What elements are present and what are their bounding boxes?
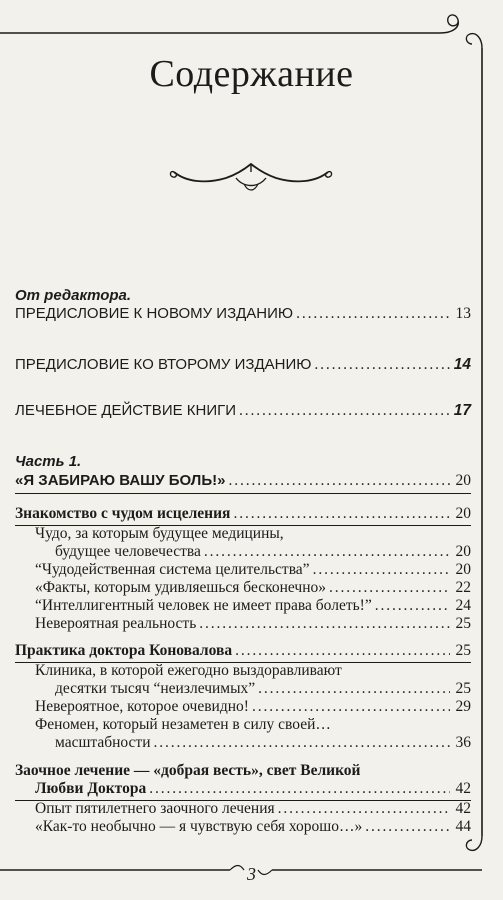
page-number: 3 xyxy=(247,864,256,884)
dot-leader xyxy=(296,305,450,323)
toc-entry-title-line1: Клиника, в которой ежегодно выздоравливают xyxy=(35,662,342,679)
toc-entry-page: 20 xyxy=(455,561,471,578)
toc-entry-title: ЛЕЧЕБНОЕ ДЕЙСТВИЕ КНИГИ xyxy=(15,402,237,419)
toc-entry-title: Невероятная реальность xyxy=(35,615,197,632)
toc-entry-title: ПРЕДИСЛОВИЕ КО ВТОРОМУ ИЗДАНИЮ xyxy=(15,356,312,373)
toc-entry-title: ПРЕДИСЛОВИЕ К НОВОМУ ИЗДАНИЮ xyxy=(15,305,294,322)
dot-leader xyxy=(375,597,450,615)
toc-entry[interactable] xyxy=(15,305,471,323)
toc-entry-page: 20 xyxy=(455,505,471,522)
toc-entry[interactable] xyxy=(15,642,471,660)
dot-leader xyxy=(314,356,450,374)
dot-leader xyxy=(313,561,450,579)
dot-leader xyxy=(199,615,450,633)
toc-entry[interactable] xyxy=(35,561,471,579)
toc-entry[interactable] xyxy=(55,680,471,698)
toc-entry-page: 20 xyxy=(455,543,471,560)
toc-entry[interactable] xyxy=(35,579,471,597)
toc-entry-page: 44 xyxy=(455,818,471,835)
toc-entry-page: 25 xyxy=(455,680,471,697)
toc-entry[interactable] xyxy=(55,734,471,752)
toc-entry-title: Невероятное, которое очевидно! xyxy=(35,698,249,715)
toc-entry-page: 25 xyxy=(455,615,471,632)
toc-entry[interactable] xyxy=(35,800,471,818)
toc-entry-title-line1: Заочное лечение — «добрая весть», свет Великой xyxy=(15,762,361,779)
dot-leader xyxy=(329,579,450,597)
toc-entry-title: «Как-то необычно — я чувствую себя хорошо…» xyxy=(35,818,363,835)
dot-leader xyxy=(365,818,450,836)
toc-entry[interactable] xyxy=(15,402,471,420)
toc-entry-page: 24 xyxy=(455,597,471,614)
toc-entry-title: «Я ЗАБИРАЮ ВАШУ БОЛЬ!» xyxy=(15,472,226,489)
toc-entry-page: 25 xyxy=(455,642,471,659)
toc-entry[interactable] xyxy=(35,818,471,836)
toc-entry[interactable] xyxy=(15,472,471,490)
toc-entry-title: Практика доктора Коновалова xyxy=(15,642,233,659)
dot-leader xyxy=(228,472,450,490)
toc-entry[interactable] xyxy=(35,615,471,633)
toc-entry[interactable] xyxy=(15,505,471,523)
part-rule xyxy=(15,493,471,494)
toc-entry[interactable] xyxy=(35,698,471,716)
toc-entry-title-line1: Чудо, за которым будущее медицины, xyxy=(35,525,284,542)
editor-label: От редактора. xyxy=(15,287,132,304)
toc-entry-page: 42 xyxy=(455,800,471,817)
toc-entry-page: 20 xyxy=(455,472,471,489)
toc-entry-page: 22 xyxy=(455,579,471,596)
dot-leader xyxy=(239,402,450,420)
dot-leader xyxy=(149,780,450,798)
dot-leader xyxy=(278,800,450,818)
toc-entry[interactable] xyxy=(15,356,471,374)
part-label: Часть 1. xyxy=(15,453,82,470)
toc-entry-title: Знакомство с чудом исцеления xyxy=(15,505,231,522)
toc-entry-title-line2: будущее человечества xyxy=(55,543,201,560)
toc-entry-page: 14 xyxy=(453,356,471,373)
dot-leader xyxy=(204,543,450,561)
toc-entry[interactable] xyxy=(35,597,471,615)
toc-entry-title: Опыт пятилетнего заочного лечения xyxy=(35,800,275,817)
toc-entry[interactable] xyxy=(55,543,471,561)
dot-leader xyxy=(154,734,450,752)
toc-entry-title-line1: Феномен, который незаметен в силу своей… xyxy=(35,716,331,733)
toc-entry-page: 17 xyxy=(453,402,471,419)
dot-leader xyxy=(235,642,450,660)
toc-entry-page: 36 xyxy=(455,734,471,751)
toc-entry-title-line2: Любви Доктора xyxy=(35,780,147,797)
toc-entry-title-line2: десятки тысяч “неизлечимых” xyxy=(55,680,256,697)
toc-entry-page: 42 xyxy=(455,780,471,797)
dot-leader xyxy=(258,680,450,698)
toc-entry-title: «Факты, которым удивляешься бесконечно» xyxy=(35,579,326,596)
dot-leader xyxy=(252,698,450,716)
dot-leader xyxy=(233,505,450,523)
toc-entry-title: “Интеллигентный человек не имеет права болеть!” xyxy=(35,597,372,614)
page-title: Содержание xyxy=(149,53,354,95)
flourish-ornament-icon xyxy=(166,158,336,198)
toc-entry-title-line2: масштабности xyxy=(55,734,151,751)
toc-entry-page: 13 xyxy=(455,305,471,322)
toc-entry-page: 29 xyxy=(455,698,471,715)
toc-entry[interactable] xyxy=(35,780,471,798)
toc-entry-title: “Чудодейственная система целительства” xyxy=(35,561,310,578)
